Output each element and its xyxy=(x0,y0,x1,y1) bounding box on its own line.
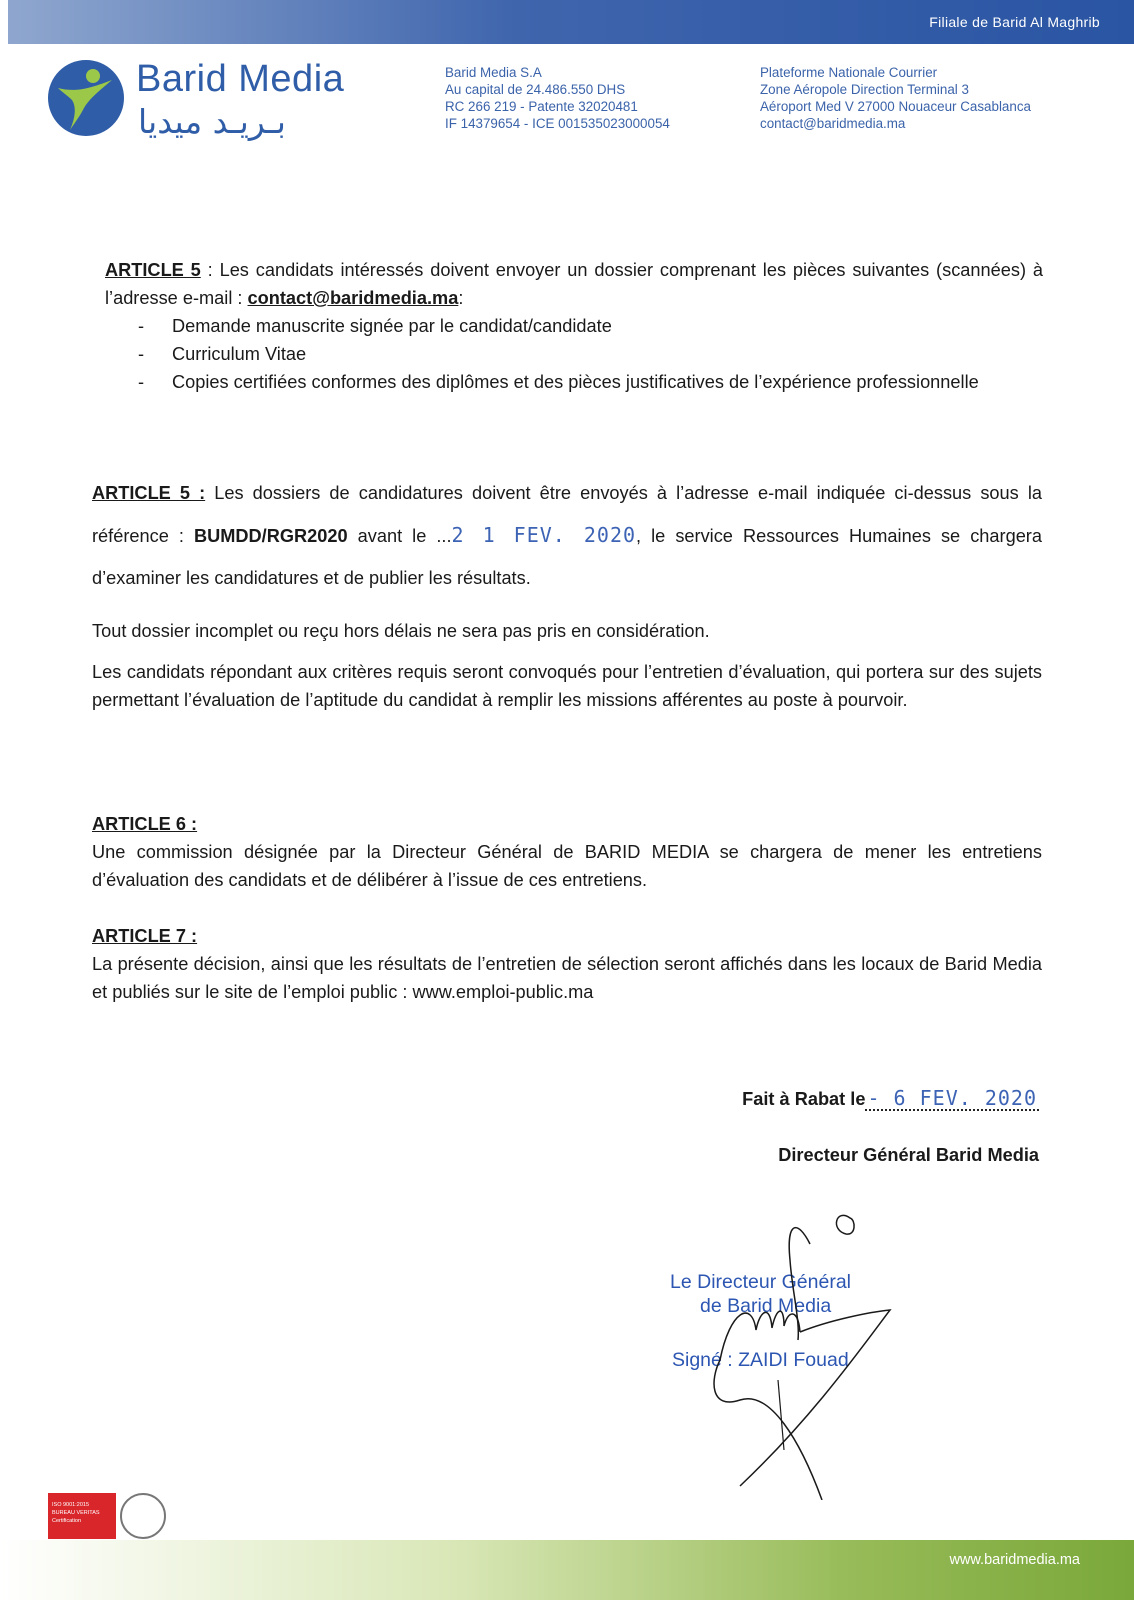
address-line: Zone Aéropole Direction Terminal 3 xyxy=(760,82,969,97)
company-line: Au capital de 24.486.550 DHS xyxy=(445,82,626,97)
email-suffix: : xyxy=(458,288,464,308)
article-5-pieces xyxy=(105,256,1043,396)
cert-line: Certification xyxy=(52,1518,82,1524)
handwritten-signature xyxy=(660,1200,920,1500)
handwritten-deadline: 2 1 FEV. 2020 xyxy=(451,523,637,547)
bureau-veritas-seal-icon xyxy=(120,1493,166,1539)
reference-code: BUMDD/RGR2020 xyxy=(193,526,348,546)
article-text: avant le xyxy=(347,526,437,546)
required-documents-list xyxy=(105,312,1043,396)
header-bar xyxy=(8,0,1134,44)
cert-line: ISO 9001:2015 xyxy=(52,1502,90,1508)
article-title: ARTICLE 5 xyxy=(105,260,201,280)
company-info xyxy=(445,64,670,132)
contact-email[interactable]: contact@baridmedia.ma xyxy=(760,116,906,131)
article-title-sep: : xyxy=(200,260,220,280)
article-7 xyxy=(92,922,1042,1006)
article-text: Une commission désignée par la Directeur Général de BARID MEDIA se chargera de mener les entretiens d’évaluation des candidats et de délibérer à l’issue de ces entretiens. xyxy=(92,842,1042,890)
article-6 xyxy=(92,810,1042,894)
list-item: - Copies certifiées conformes des diplômes et des pièces justificatives de l’expérience professionnelle xyxy=(138,368,1043,396)
incomplete-file-notice: Tout dossier incomplet ou reçu hors délais ne sera pas pris en considération. xyxy=(92,621,710,641)
article-text: , le service Ressources Humaines se chargera d’examiner les candidatures et de publier les résultats. xyxy=(92,526,1042,588)
article-5-intro xyxy=(105,256,1043,312)
place-date xyxy=(742,1086,1039,1110)
logo-mark-icon xyxy=(46,58,126,138)
certification-badge xyxy=(48,1493,172,1539)
tagline: Filiale de Barid Al Maghrib xyxy=(929,14,1100,30)
place-label: Fait à Rabat le xyxy=(742,1089,866,1109)
interview-notice: Les candidats répondant aux critères requis seront convoqués pour l’entretien d’évaluation, qui portera sur des sujets permettant l’évaluation de l’aptitude du candidat à remplir les missions afférentes au poste à pourvoir. xyxy=(92,662,1042,710)
signatory-title: Directeur Général Barid Media xyxy=(778,1145,1039,1165)
company-line: Barid Media S.A xyxy=(445,65,542,80)
brand-logo xyxy=(46,58,376,141)
article-5-intro-text: Les candidats intéressés doivent envoyer un dossier comprenant les pièces suivantes (scannées) à l’adresse e-mail : xyxy=(105,260,1043,308)
stamp-line: Le Directeur Général xyxy=(670,1271,852,1293)
list-item: - Demande manuscrite signée par le candidat/candidate xyxy=(138,312,1043,340)
certification-label xyxy=(48,1493,116,1539)
stamp-line: de Barid Media xyxy=(700,1295,832,1317)
address-line: Aéroport Med V 27000 Nouaceur Casablanca xyxy=(760,99,1031,114)
article-text: Les dossiers de candidatures doivent être envoyés à l’adresse e-mail indiquée ci-dessus sous la référence : xyxy=(92,483,1042,546)
brand-name: Barid Media xyxy=(136,58,345,100)
company-line: RC 266 219 - Patente 32020481 xyxy=(445,99,638,114)
article-5-submission xyxy=(92,472,1042,599)
address-line: Plateforme Nationale Courrier xyxy=(760,65,938,80)
article-title: ARTICLE 6 : xyxy=(92,814,198,834)
deadline-dots: ... xyxy=(436,526,452,546)
footer-bar xyxy=(0,1540,1134,1600)
company-line: IF 14379654 - ICE 001535023000054 xyxy=(445,116,670,131)
article-text: La présente décision, ainsi que les résultats de l’entretien de sélection seront affichés dans les locaux de Barid Media et publiés sur le site de l’emploi public : www.emploi-public.ma xyxy=(92,954,1042,1002)
cert-line: BUREAU VERITAS xyxy=(52,1510,100,1516)
article-title: ARTICLE 5 : xyxy=(92,483,206,503)
website-link[interactable]: www.baridmedia.ma xyxy=(949,1552,1080,1568)
email-link[interactable]: contact@baridmedia.ma xyxy=(247,288,459,308)
stamp-line: Signé : ZAIDI Fouad xyxy=(672,1349,849,1371)
handwritten-date: - 6 FEV. 2020 xyxy=(867,1086,1037,1110)
article-title: ARTICLE 7 : xyxy=(92,926,198,946)
company-address xyxy=(760,64,1031,132)
brand-name-arabic: بـريـد ميديا xyxy=(138,102,286,141)
list-item: - Curriculum Vitae xyxy=(138,340,1043,368)
